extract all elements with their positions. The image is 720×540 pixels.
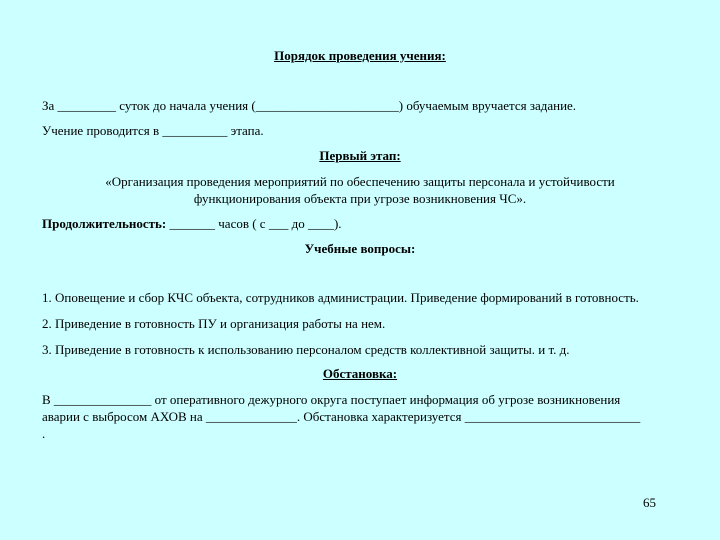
situation-line-1-text: В _______________ от оперативного дежурного округа поступает информация об угрозе возникновения — [42, 392, 621, 407]
question-item-3: 3. Приведение в готовность к использованию персоналом средств коллективной защиты. и т. д. — [42, 342, 570, 357]
duration-row — [42, 216, 342, 232]
page-number: 65 — [643, 495, 656, 510]
stage-heading: Первый этап: — [319, 148, 401, 163]
situation-line-2: аварии с выбросом АХОВ на ______________. Обстановка характеризуется ___________________________ — [42, 409, 641, 424]
duration-value: _______ часов ( с ___ до ____). — [166, 216, 342, 231]
page-title: Порядок проведения учения: — [274, 48, 446, 63]
situation-line-3: . — [42, 426, 46, 441]
intro-line-2: Учение проводится в __________ этапа. — [42, 123, 264, 138]
question-item-2: 2. Приведение в готовность ПУ и организация работы на нем. — [42, 316, 386, 331]
stage-description-line-2: функционирования объекта при угрозе возникновения ЧС». — [193, 191, 527, 206]
situation-heading: Обстановка: — [322, 366, 398, 381]
questions-heading: Учебные вопросы: — [304, 241, 416, 256]
duration-label: Продолжительность: — [42, 216, 167, 231]
question-item-1: 1. Оповещение и сбор КЧС объекта, сотрудников администрации. Приведение формирований в готовность. — [42, 290, 639, 305]
stage-description-line-1: «Организация проведения мероприятий по обеспечению защиты персонала и устойчивости — [105, 174, 615, 189]
intro-line-1: За _________ суток до начала учения (______________________) обучаемым вручается задание. — [42, 98, 577, 113]
situation-line-1 — [42, 392, 692, 408]
